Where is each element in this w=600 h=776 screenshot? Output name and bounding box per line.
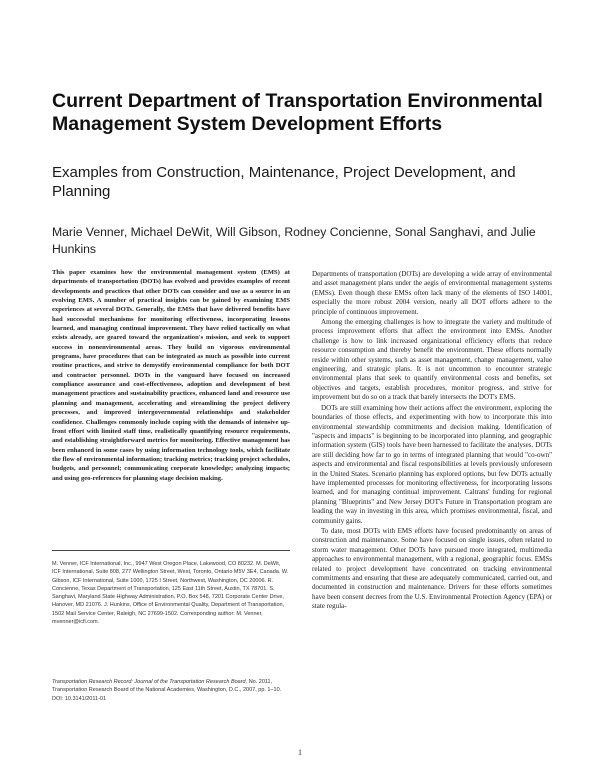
- citation-block: [52, 678, 290, 703]
- page-number: 1: [298, 748, 302, 757]
- body-text: [312, 270, 552, 612]
- footnote-divider: [52, 550, 290, 551]
- paper-title: Current Department of Transportation Environmental Management System Development Efforts: [52, 90, 543, 135]
- body-paragraph: Among the emerging challenges is how to integrate the variety and multitude of process improvement efforts that affect the environment into EMSs. Another challenge is how to link increased organizational efficiency efforts that reduce resource consumption and thereby benefit the environment. These efforts normally reside within other systems, such as asset management, change management, value engineering, and strategic plans. It is not uncommon to encounter strategic environmental plans that seek to quantify environmental costs and benefits, set objectives and targets, establish procedures, monitor progress, and strive for improvement but do so on a track that barely intersects the DOT's EMS.: [312, 318, 552, 402]
- author-list: Marie Venner, Michael DeWit, Will Gibson, Rodney Concienne, Sonal Sanghavi, and Julie Hunkins: [52, 225, 536, 256]
- citation-details: No. 2011, Transportation Research Board of the National Academies, Washington, D.C., 2007, pp. 1–10.: [52, 679, 282, 694]
- citation-journal: Transportation Research Record: Journal of the Transportation Research Board,: [52, 679, 248, 685]
- doi: DOI: 10.3141/2011-01: [52, 695, 107, 702]
- author-affiliations: M. Venner, ICF International, Inc., 9947 West Oregon Place, Lakewood, CO 80232. M. DeWit, ICF International, Suite 808, 277 Wellington Street, West, Toronto, Ontario M5V 3E4, Canada. W. Gibson, ICF International, Suite 1000, 1725 I Street, Northwest, Washington, DC 20006. R. Concienne, Texas Department of Transportation, 125 East 11th Street, Austin, TX 78701. S. Sanghavi, Maryland State Highway Administration, P.O. Box 548, 7201 Corporate Center Drive, Hanover, MD 21076. J. Hunkins, Office of Environmental Quality, Department of Transportation, 1502 Mail Service Center, Raleigh, NC 27699-1502. Corresponding author: M. Venner, mvenner@icfi.com.: [52, 561, 289, 626]
- paper-subtitle: Examples from Construction, Maintenance, Project Development, and Planning: [52, 164, 516, 200]
- body-paragraph: Departments of transportation (DOTs) are developing a wide array of environmental and asset management plans under the aegis of environmental management systems (EMSs). Even though these EMSs often lack many of the elements of ISO 14001, especially the more robust 2004 version, nearly all DOT efforts adhere to the principle of continuous improvement.: [312, 270, 552, 316]
- body-paragraph: DOTs are still examining how their actions affect the environment, exploring the boundaries of those effects, and experimenting with how to incorporate this into environmental stewardship commitments and decision making. Identification of "aspects and impacts" is beginning to be incorporated into planning, and geographic information system (GIS) tools have been harnessed to facilitate the analyses. DOTs are still deciding how far to go in terms of integrated planning that would "co-own" aspects and environmental and fiscal responsibilities at levels previously unforeseen in the United States. Scenario planning has explored options, but few DOTs actually have implemented processes for monitoring effectiveness, for incorporating lessons learned, and for managing continual improvement. Caltrans' funding for regional planning "Blueprints" and New Jersey DOT's Future in Transportation program are leading the way in investing in this area, which promises environmental, fiscal, and community gains.: [312, 403, 552, 525]
- body-paragraph: To date, most DOTs with EMS efforts have focused predominantly on areas of construction and maintenance. Some have focused on single issues, often related to storm water management. Other DOTs have pursued more integrated, multimedia approaches to environmental management, with a regional, geographic focus. EMSs related to project development have concentrated on tracking environmental commitments and ensuring that these are adequately communicated, carried out, and documented in construction and maintenance. Drivers for these efforts sometimes have been consent decrees from the U.S. Environmental Protection Agency (EPA) or state regula-: [312, 526, 552, 611]
- abstract: This paper examines how the environmental management system (EMS) at departments of transportation (DOTs) has evolved and provides examples of recent developments and practices that other DOTs can consider and use as a source in an evolving EMS. A number of practical insights can be gained by examining EMS experiences at several DOTs. Generally, the EMSs that have delivered benefits have had successful mechanisms for monitoring effectiveness, incorporating lessons learned, and managing continual improvement. They have relied tactically on what exists already, are geared toward the organization's mission, and seek to support success in nonenvironmental areas. They build on vigorous environmental programs, have procedures that can be integrated as much as possible into current routine practices, and strive to demystify environmental compliance for both DOT and contractor personnel. DOTs in the vanguard have focused on increased compliance assurance and cost-effectiveness, adoption and development of best management practices and sustainability practices, enhanced land and resource use planning and management, accelerating and streamlining the project delivery processes, and improved intergovernmental relationships and stakeholder confidence. Challenges commonly include coping with the demands of intensive up-front effort with limited staff time, realistically quantifying resource requirements, and establishing straightforward metrics for monitoring. Effective management has been enhanced in some cases by using information technology tools, which facilitate the flow of environmental information; tracking metrics; tracking project schedules, budgets, and personnel; communicating corporate knowledge; analyzing impacts; and using geo-references for planning stage decision making.: [52, 269, 290, 482]
